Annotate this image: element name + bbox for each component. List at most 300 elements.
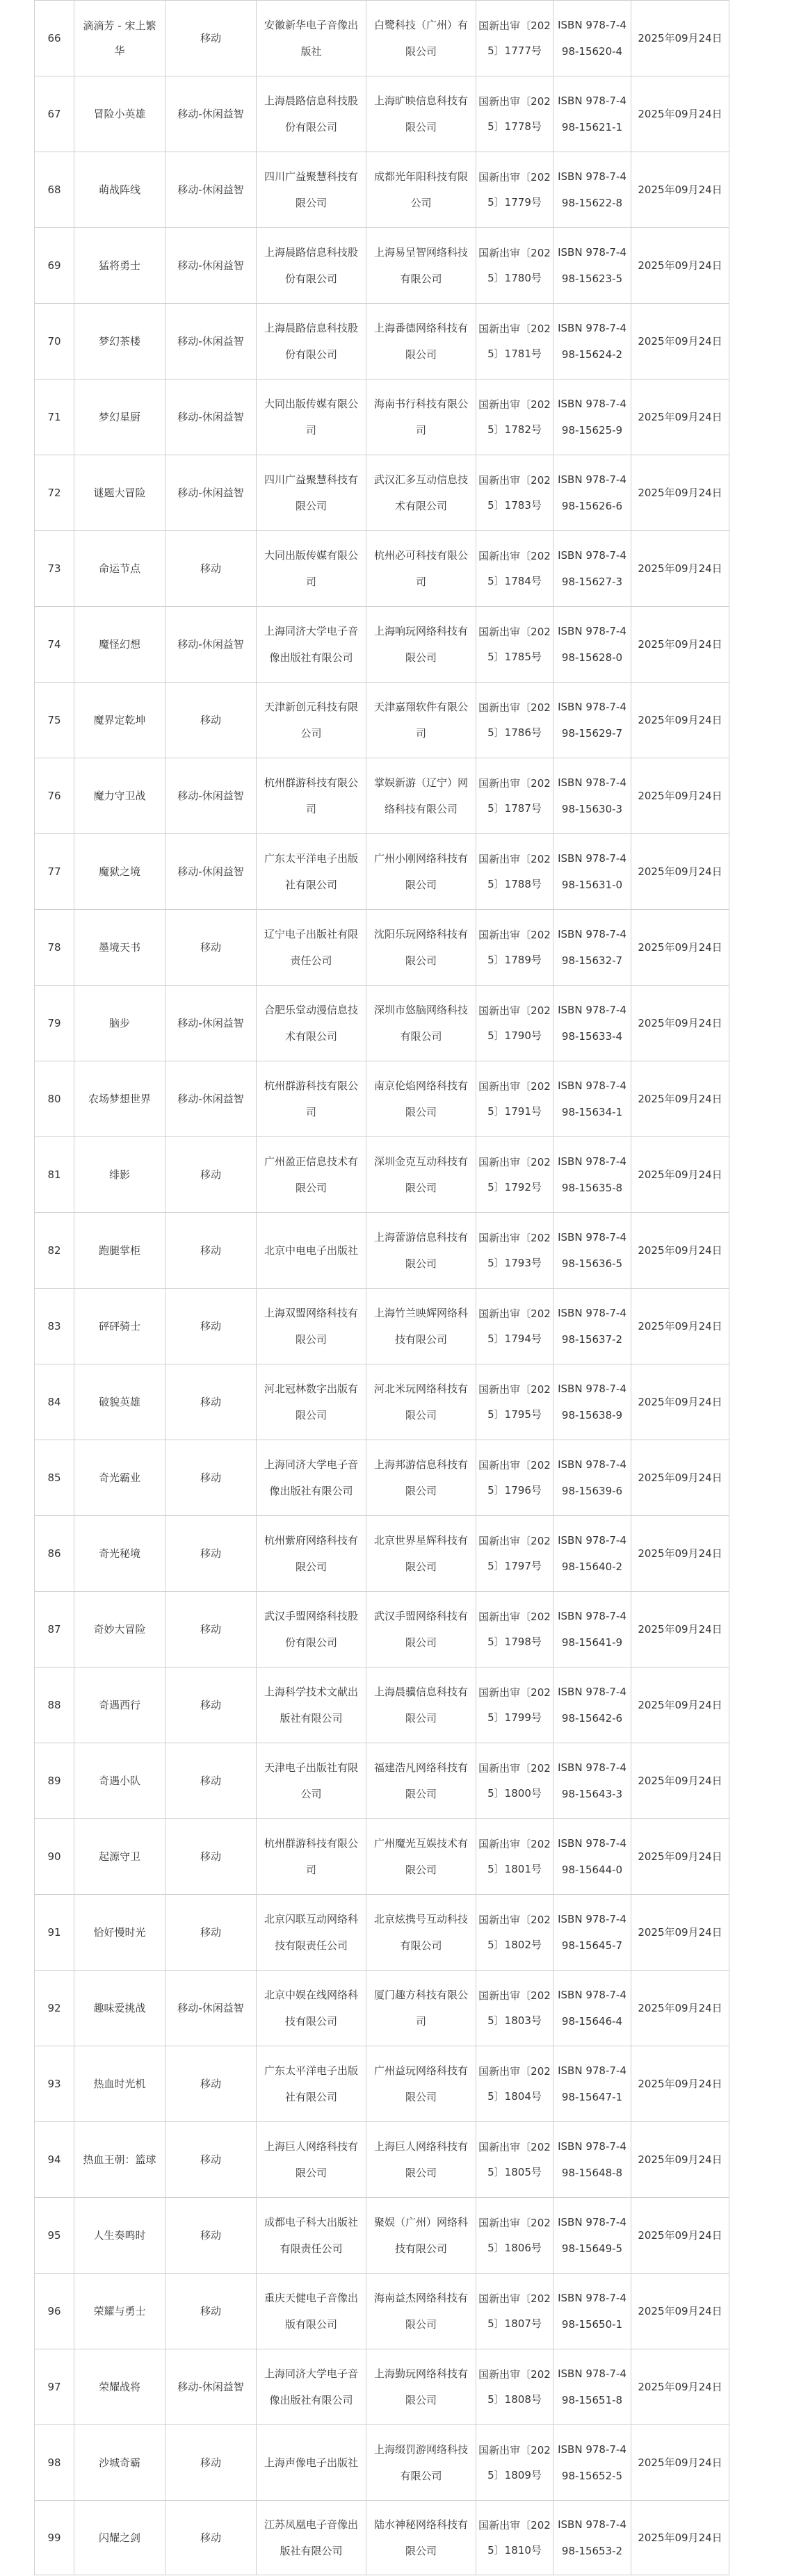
approval-date-cell: 2025年09月24日 xyxy=(631,1971,729,2046)
approval-date-cell: 2025年09月24日 xyxy=(631,2425,729,2501)
game-name-cell: 热血时光机 xyxy=(74,2046,165,2122)
isbn-number-cell: ISBN 978-7-498-15646-4 xyxy=(553,1971,631,2046)
game-name-cell: 冒险小英雄 xyxy=(74,76,165,152)
isbn-number-cell: ISBN 978-7-498-15621-1 xyxy=(553,76,631,152)
row-number-cell: 90 xyxy=(35,1819,74,1895)
game-category-cell: 移动-休闲益智 xyxy=(165,304,257,380)
table-row xyxy=(35,1440,729,1516)
operator-unit-cell: 掌娱新游（辽宁）网络科技有限公司 xyxy=(366,758,476,834)
operator-unit-cell: 白鹭科技（广州）有限公司 xyxy=(366,1,476,76)
publisher-unit-cell: 江苏凤凰电子音像出版社有限公司 xyxy=(257,2501,366,2575)
isbn-number-cell: ISBN 978-7-498-15627-3 xyxy=(553,531,631,607)
isbn-number-cell: ISBN 978-7-498-15628-0 xyxy=(553,607,631,683)
isbn-number-cell: ISBN 978-7-498-15632-7 xyxy=(553,910,631,986)
operator-unit-cell: 南京伦焰网络科技有限公司 xyxy=(366,1061,476,1137)
game-category-cell: 移动 xyxy=(165,2046,257,2122)
game-name-cell: 梦幻茶楼 xyxy=(74,304,165,380)
approval-number-cell: 国新出审〔2025〕1788号 xyxy=(476,834,553,910)
isbn-number-cell: ISBN 978-7-498-15624-2 xyxy=(553,304,631,380)
game-name-cell: 谜题大冒险 xyxy=(74,455,165,531)
operator-unit-cell: 武汉汇多互动信息技术有限公司 xyxy=(366,455,476,531)
game-category-cell: 移动-休闲益智 xyxy=(165,986,257,1061)
game-category-cell: 移动-休闲益智 xyxy=(165,228,257,304)
game-name-cell: 人生奏鸣时 xyxy=(74,2198,165,2274)
game-category-cell: 移动 xyxy=(165,1592,257,1668)
approval-number-cell: 国新出审〔2025〕1792号 xyxy=(476,1137,553,1213)
game-name-cell: 萌战阵线 xyxy=(74,152,165,228)
publisher-unit-cell: 广东太平洋电子出版社有限公司 xyxy=(257,834,366,910)
table-row xyxy=(35,2198,729,2274)
approval-date-cell: 2025年09月24日 xyxy=(631,986,729,1061)
publisher-unit-cell: 河北冠林数字出版有限公司 xyxy=(257,1364,366,1440)
publisher-unit-cell: 上海同济大学电子音像出版社有限公司 xyxy=(257,607,366,683)
isbn-number-cell: ISBN 978-7-498-15638-9 xyxy=(553,1364,631,1440)
approval-date-cell: 2025年09月24日 xyxy=(631,304,729,380)
table-row xyxy=(35,607,729,683)
approval-date-cell: 2025年09月24日 xyxy=(631,2349,729,2425)
publisher-unit-cell: 四川广益聚慧科技有限公司 xyxy=(257,455,366,531)
isbn-number-cell: ISBN 978-7-498-15620-4 xyxy=(553,1,631,76)
operator-unit-cell: 天津嘉翔软件有限公司 xyxy=(366,683,476,758)
publisher-unit-cell: 上海晨路信息科技股份有限公司 xyxy=(257,76,366,152)
table-row xyxy=(35,1289,729,1364)
row-number-cell: 76 xyxy=(35,758,74,834)
operator-unit-cell: 深圳市悠脑网络科技有限公司 xyxy=(366,986,476,1061)
row-number-cell: 99 xyxy=(35,2501,74,2575)
operator-unit-cell: 上海晨骥信息科技有限公司 xyxy=(366,1668,476,1743)
operator-unit-cell: 广州益玩网络科技有限公司 xyxy=(366,2046,476,2122)
approval-date-cell: 2025年09月24日 xyxy=(631,2046,729,2122)
row-number-cell: 80 xyxy=(35,1061,74,1137)
game-category-cell: 移动-休闲益智 xyxy=(165,607,257,683)
operator-unit-cell: 上海番德网络科技有限公司 xyxy=(366,304,476,380)
operator-unit-cell: 河北米玩网络科技有限公司 xyxy=(366,1364,476,1440)
game-name-cell: 滴滴芳 - 宋上繁华 xyxy=(74,1,165,76)
isbn-number-cell: ISBN 978-7-498-15637-2 xyxy=(553,1289,631,1364)
row-number-cell: 83 xyxy=(35,1289,74,1364)
row-number-cell: 86 xyxy=(35,1516,74,1592)
game-category-cell: 移动 xyxy=(165,1516,257,1592)
game-name-cell: 魔狱之境 xyxy=(74,834,165,910)
approval-number-cell: 国新出审〔2025〕1781号 xyxy=(476,304,553,380)
approval-date-cell: 2025年09月24日 xyxy=(631,1213,729,1289)
publisher-unit-cell: 辽宁电子出版社有限责任公司 xyxy=(257,910,366,986)
isbn-number-cell: ISBN 978-7-498-15639-6 xyxy=(553,1440,631,1516)
approval-number-cell: 国新出审〔2025〕1784号 xyxy=(476,531,553,607)
game-name-cell: 奇光秘境 xyxy=(74,1516,165,1592)
game-name-cell: 趣味爱挑战 xyxy=(74,1971,165,2046)
approval-date-cell: 2025年09月24日 xyxy=(631,2501,729,2575)
game-category-cell: 移动-休闲益智 xyxy=(165,76,257,152)
table-row xyxy=(35,1819,729,1895)
isbn-number-cell: ISBN 978-7-498-15652-5 xyxy=(553,2425,631,2501)
game-name-cell: 恰好慢时光 xyxy=(74,1895,165,1971)
game-name-cell: 命运节点 xyxy=(74,531,165,607)
approval-number-cell: 国新出审〔2025〕1801号 xyxy=(476,1819,553,1895)
game-name-cell: 奇妙大冒险 xyxy=(74,1592,165,1668)
row-number-cell: 66 xyxy=(35,1,74,76)
game-name-cell: 绯影 xyxy=(74,1137,165,1213)
game-name-cell: 脑步 xyxy=(74,986,165,1061)
row-number-cell: 88 xyxy=(35,1668,74,1743)
isbn-number-cell: ISBN 978-7-498-15642-6 xyxy=(553,1668,631,1743)
row-number-cell: 87 xyxy=(35,1592,74,1668)
isbn-number-cell: ISBN 978-7-498-15631-0 xyxy=(553,834,631,910)
approval-date-cell: 2025年09月24日 xyxy=(631,2122,729,2198)
approval-number-cell: 国新出审〔2025〕1783号 xyxy=(476,455,553,531)
operator-unit-cell: 武汉手盟网络科技有限公司 xyxy=(366,1592,476,1668)
operator-unit-cell: 杭州必可科技有限公司 xyxy=(366,531,476,607)
publisher-unit-cell: 合肥乐堂动漫信息技术有限公司 xyxy=(257,986,366,1061)
approval-number-cell: 国新出审〔2025〕1808号 xyxy=(476,2349,553,2425)
operator-unit-cell: 上海蕾游信息科技有限公司 xyxy=(366,1213,476,1289)
isbn-number-cell: ISBN 978-7-498-15626-6 xyxy=(553,455,631,531)
row-number-cell: 97 xyxy=(35,2349,74,2425)
isbn-number-cell: ISBN 978-7-498-15636-5 xyxy=(553,1213,631,1289)
isbn-number-cell: ISBN 978-7-498-15625-9 xyxy=(553,380,631,455)
isbn-number-cell: ISBN 978-7-498-15629-7 xyxy=(553,683,631,758)
operator-unit-cell: 上海竹兰映辉网络科技有限公司 xyxy=(366,1289,476,1364)
isbn-number-cell: ISBN 978-7-498-15649-5 xyxy=(553,2198,631,2274)
approval-number-cell: 国新出审〔2025〕1809号 xyxy=(476,2425,553,2501)
table-row xyxy=(35,455,729,531)
game-name-cell: 猛将勇士 xyxy=(74,228,165,304)
approval-number-cell: 国新出审〔2025〕1791号 xyxy=(476,1061,553,1137)
table-row xyxy=(35,1061,729,1137)
game-category-cell: 移动 xyxy=(165,2122,257,2198)
publisher-unit-cell: 上海晨路信息科技股份有限公司 xyxy=(257,304,366,380)
table-row xyxy=(35,2046,729,2122)
approval-date-cell: 2025年09月24日 xyxy=(631,1137,729,1213)
approval-date-cell: 2025年09月24日 xyxy=(631,2274,729,2349)
isbn-number-cell: ISBN 978-7-498-15647-1 xyxy=(553,2046,631,2122)
table-row xyxy=(35,531,729,607)
operator-unit-cell: 沈阳乐玩网络科技有限公司 xyxy=(366,910,476,986)
approval-date-cell: 2025年09月24日 xyxy=(631,1289,729,1364)
publisher-unit-cell: 上海科学技术文献出版社有限公司 xyxy=(257,1668,366,1743)
approval-number-cell: 国新出审〔2025〕1800号 xyxy=(476,1743,553,1819)
publisher-unit-cell: 上海双盟网络科技有限公司 xyxy=(257,1289,366,1364)
isbn-number-cell: ISBN 978-7-498-15630-3 xyxy=(553,758,631,834)
game-name-cell: 荣耀战将 xyxy=(74,2349,165,2425)
operator-unit-cell: 海南益杰网络科技有限公司 xyxy=(366,2274,476,2349)
game-category-cell: 移动 xyxy=(165,1289,257,1364)
table-row xyxy=(35,2501,729,2575)
isbn-number-cell: ISBN 978-7-498-15640-2 xyxy=(553,1516,631,1592)
approval-number-cell: 国新出审〔2025〕1805号 xyxy=(476,2122,553,2198)
game-category-cell: 移动 xyxy=(165,2425,257,2501)
game-category-cell: 移动 xyxy=(165,683,257,758)
approval-number-cell: 国新出审〔2025〕1804号 xyxy=(476,2046,553,2122)
approval-number-cell: 国新出审〔2025〕1790号 xyxy=(476,986,553,1061)
row-number-cell: 74 xyxy=(35,607,74,683)
publisher-unit-cell: 上海巨人网络科技有限公司 xyxy=(257,2122,366,2198)
game-category-cell: 移动 xyxy=(165,1819,257,1895)
game-category-cell: 移动 xyxy=(165,2501,257,2575)
publisher-unit-cell: 上海同济大学电子音像出版社有限公司 xyxy=(257,1440,366,1516)
operator-unit-cell: 陆水神秘网络科技有限公司 xyxy=(366,2501,476,2575)
table-row xyxy=(35,1895,729,1971)
approval-date-cell: 2025年09月24日 xyxy=(631,1895,729,1971)
table-row xyxy=(35,76,729,152)
game-category-cell: 移动-休闲益智 xyxy=(165,455,257,531)
table-row xyxy=(35,304,729,380)
row-number-cell: 72 xyxy=(35,455,74,531)
game-category-cell: 移动 xyxy=(165,1137,257,1213)
publisher-unit-cell: 天津新创元科技有限公司 xyxy=(257,683,366,758)
row-number-cell: 71 xyxy=(35,380,74,455)
row-number-cell: 73 xyxy=(35,531,74,607)
row-number-cell: 79 xyxy=(35,986,74,1061)
approval-date-cell: 2025年09月24日 xyxy=(631,1,729,76)
operator-unit-cell: 聚娱（广州）网络科技有限公司 xyxy=(366,2198,476,2274)
approval-number-cell: 国新出审〔2025〕1789号 xyxy=(476,910,553,986)
operator-unit-cell: 广州魔光互娱技术有限公司 xyxy=(366,1819,476,1895)
publisher-unit-cell: 大同出版传媒有限公司 xyxy=(257,531,366,607)
publisher-unit-cell: 安徽新华电子音像出版社 xyxy=(257,1,366,76)
operator-unit-cell: 深圳金克互动科技有限公司 xyxy=(366,1137,476,1213)
game-category-cell: 移动 xyxy=(165,1743,257,1819)
publisher-unit-cell: 武汉手盟网络科技股份有限公司 xyxy=(257,1592,366,1668)
table-row xyxy=(35,910,729,986)
isbn-number-cell: ISBN 978-7-498-15643-3 xyxy=(553,1743,631,1819)
approval-date-cell: 2025年09月24日 xyxy=(631,531,729,607)
game-name-cell: 魔怪幻想 xyxy=(74,607,165,683)
game-name-cell: 魔力守卫战 xyxy=(74,758,165,834)
approval-number-cell: 国新出审〔2025〕1779号 xyxy=(476,152,553,228)
game-name-cell: 魔界定乾坤 xyxy=(74,683,165,758)
game-category-cell: 移动 xyxy=(165,1668,257,1743)
approval-date-cell: 2025年09月24日 xyxy=(631,1668,729,1743)
row-number-cell: 68 xyxy=(35,152,74,228)
operator-unit-cell: 福建浩凡网络科技有限公司 xyxy=(366,1743,476,1819)
approval-number-cell: 国新出审〔2025〕1787号 xyxy=(476,758,553,834)
table-row xyxy=(35,1137,729,1213)
isbn-number-cell: ISBN 978-7-498-15645-7 xyxy=(553,1895,631,1971)
approval-number-cell: 国新出审〔2025〕1798号 xyxy=(476,1592,553,1668)
operator-unit-cell: 上海邦游信息科技有限公司 xyxy=(366,1440,476,1516)
approval-date-cell: 2025年09月24日 xyxy=(631,152,729,228)
game-category-cell: 移动-休闲益智 xyxy=(165,380,257,455)
operator-unit-cell: 北京世界星辉科技有限公司 xyxy=(366,1516,476,1592)
isbn-number-cell: ISBN 978-7-498-15641-9 xyxy=(553,1592,631,1668)
publisher-unit-cell: 上海声像电子出版社 xyxy=(257,2425,366,2501)
row-number-cell: 78 xyxy=(35,910,74,986)
approval-date-cell: 2025年09月24日 xyxy=(631,834,729,910)
approval-number-cell: 国新出审〔2025〕1782号 xyxy=(476,380,553,455)
table-row xyxy=(35,2425,729,2501)
row-number-cell: 84 xyxy=(35,1364,74,1440)
approval-date-cell: 2025年09月24日 xyxy=(631,1819,729,1895)
isbn-number-cell: ISBN 978-7-498-15651-8 xyxy=(553,2349,631,2425)
operator-unit-cell: 成都光年阳科技有限公司 xyxy=(366,152,476,228)
approval-date-cell: 2025年09月24日 xyxy=(631,1592,729,1668)
game-category-cell: 移动 xyxy=(165,531,257,607)
row-number-cell: 98 xyxy=(35,2425,74,2501)
game-category-cell: 移动-休闲益智 xyxy=(165,1061,257,1137)
approval-number-cell: 国新出审〔2025〕1799号 xyxy=(476,1668,553,1743)
game-name-cell: 破貌英雄 xyxy=(74,1364,165,1440)
row-number-cell: 69 xyxy=(35,228,74,304)
table-row xyxy=(35,1213,729,1289)
approval-number-cell: 国新出审〔2025〕1780号 xyxy=(476,228,553,304)
game-name-cell: 热血王朝：篮球 xyxy=(74,2122,165,2198)
approval-number-cell: 国新出审〔2025〕1778号 xyxy=(476,76,553,152)
approval-number-cell: 国新出审〔2025〕1794号 xyxy=(476,1289,553,1364)
approval-number-cell: 国新出审〔2025〕1785号 xyxy=(476,607,553,683)
operator-unit-cell: 厦门趣方科技有限公司 xyxy=(366,1971,476,2046)
approval-number-cell: 国新出审〔2025〕1807号 xyxy=(476,2274,553,2349)
game-name-cell: 跑腿掌柜 xyxy=(74,1213,165,1289)
table-row xyxy=(35,834,729,910)
approval-date-cell: 2025年09月24日 xyxy=(631,1440,729,1516)
isbn-number-cell: ISBN 978-7-498-15648-8 xyxy=(553,2122,631,2198)
publisher-unit-cell: 成都电子科大出版社有限责任公司 xyxy=(257,2198,366,2274)
row-number-cell: 93 xyxy=(35,2046,74,2122)
game-category-cell: 移动-休闲益智 xyxy=(165,152,257,228)
approval-number-cell: 国新出审〔2025〕1810号 xyxy=(476,2501,553,2575)
approval-number-cell: 国新出审〔2025〕1786号 xyxy=(476,683,553,758)
game-name-cell: 闪耀之剑 xyxy=(74,2501,165,2575)
table-row xyxy=(35,228,729,304)
approval-date-cell: 2025年09月24日 xyxy=(631,1743,729,1819)
game-category-cell: 移动 xyxy=(165,1364,257,1440)
game-name-cell: 梦幻星厨 xyxy=(74,380,165,455)
table-row xyxy=(35,2122,729,2198)
row-number-cell: 92 xyxy=(35,1971,74,2046)
game-name-cell: 农场梦想世界 xyxy=(74,1061,165,1137)
publisher-unit-cell: 四川广益聚慧科技有限公司 xyxy=(257,152,366,228)
row-number-cell: 82 xyxy=(35,1213,74,1289)
approval-date-cell: 2025年09月24日 xyxy=(631,1516,729,1592)
table-row xyxy=(35,1743,729,1819)
approval-date-cell: 2025年09月24日 xyxy=(631,910,729,986)
publisher-unit-cell: 北京中电电子出版社 xyxy=(257,1213,366,1289)
approval-date-cell: 2025年09月24日 xyxy=(631,1364,729,1440)
game-category-cell: 移动 xyxy=(165,1440,257,1516)
game-category-cell: 移动 xyxy=(165,1,257,76)
publisher-unit-cell: 广东太平洋电子出版社有限公司 xyxy=(257,2046,366,2122)
game-name-cell: 奇光霸业 xyxy=(74,1440,165,1516)
row-number-cell: 67 xyxy=(35,76,74,152)
publisher-unit-cell: 上海同济大学电子音像出版社有限公司 xyxy=(257,2349,366,2425)
publisher-unit-cell: 重庆天健电子音像出版有限公司 xyxy=(257,2274,366,2349)
publisher-unit-cell: 上海晨路信息科技股份有限公司 xyxy=(257,228,366,304)
approval-date-cell: 2025年09月24日 xyxy=(631,2198,729,2274)
approval-date-cell: 2025年09月24日 xyxy=(631,380,729,455)
game-name-cell: 沙城奇霸 xyxy=(74,2425,165,2501)
table-row xyxy=(35,1592,729,1668)
approval-date-cell: 2025年09月24日 xyxy=(631,76,729,152)
game-name-cell: 奇遇小队 xyxy=(74,1743,165,1819)
publisher-unit-cell: 北京中娱在线网络科技有限公司 xyxy=(257,1971,366,2046)
publisher-unit-cell: 杭州紫府网络科技有限公司 xyxy=(257,1516,366,1592)
game-category-cell: 移动 xyxy=(165,910,257,986)
row-number-cell: 95 xyxy=(35,2198,74,2274)
table-row xyxy=(35,758,729,834)
publisher-unit-cell: 杭州群游科技有限公司 xyxy=(257,1061,366,1137)
table-row xyxy=(35,986,729,1061)
operator-unit-cell: 上海响玩网络科技有限公司 xyxy=(366,607,476,683)
game-category-cell: 移动-休闲益智 xyxy=(165,758,257,834)
operator-unit-cell: 上海旷映信息科技有限公司 xyxy=(366,76,476,152)
publisher-unit-cell: 大同出版传媒有限公司 xyxy=(257,380,366,455)
operator-unit-cell: 上海巨人网络科技有限公司 xyxy=(366,2122,476,2198)
table-row xyxy=(35,1364,729,1440)
publisher-unit-cell: 天津电子出版社有限公司 xyxy=(257,1743,366,1819)
game-name-cell: 荣耀与勇士 xyxy=(74,2274,165,2349)
approval-number-cell: 国新出审〔2025〕1802号 xyxy=(476,1895,553,1971)
row-number-cell: 77 xyxy=(35,834,74,910)
approval-number-cell: 国新出审〔2025〕1796号 xyxy=(476,1440,553,1516)
approval-number-cell: 国新出审〔2025〕1803号 xyxy=(476,1971,553,2046)
game-category-cell: 移动 xyxy=(165,2274,257,2349)
table-row xyxy=(35,1668,729,1743)
approval-date-cell: 2025年09月24日 xyxy=(631,607,729,683)
approval-number-cell: 国新出审〔2025〕1806号 xyxy=(476,2198,553,2274)
table-row xyxy=(35,683,729,758)
game-category-cell: 移动 xyxy=(165,1895,257,1971)
isbn-number-cell: ISBN 978-7-498-15635-8 xyxy=(553,1137,631,1213)
operator-unit-cell: 海南书行科技有限公司 xyxy=(366,380,476,455)
row-number-cell: 94 xyxy=(35,2122,74,2198)
row-number-cell: 89 xyxy=(35,1743,74,1819)
isbn-number-cell: ISBN 978-7-498-15633-4 xyxy=(553,986,631,1061)
approval-number-cell: 国新出审〔2025〕1793号 xyxy=(476,1213,553,1289)
row-number-cell: 91 xyxy=(35,1895,74,1971)
table-body xyxy=(35,1,729,2575)
row-number-cell: 81 xyxy=(35,1137,74,1213)
isbn-number-cell: ISBN 978-7-498-15644-0 xyxy=(553,1819,631,1895)
isbn-number-cell: ISBN 978-7-498-15650-1 xyxy=(553,2274,631,2349)
publisher-unit-cell: 北京闪联互动网络科技有限责任公司 xyxy=(257,1895,366,1971)
approval-number-cell: 国新出审〔2025〕1777号 xyxy=(476,1,553,76)
approval-date-cell: 2025年09月24日 xyxy=(631,455,729,531)
game-category-cell: 移动-休闲益智 xyxy=(165,1971,257,2046)
game-category-cell: 移动-休闲益智 xyxy=(165,834,257,910)
operator-unit-cell: 北京炫携号互动科技有限公司 xyxy=(366,1895,476,1971)
isbn-number-cell: ISBN 978-7-498-15653-2 xyxy=(553,2501,631,2575)
table-row xyxy=(35,1971,729,2046)
operator-unit-cell: 上海缀罚游网络科技有限公司 xyxy=(366,2425,476,2501)
approval-date-cell: 2025年09月24日 xyxy=(631,683,729,758)
row-number-cell: 96 xyxy=(35,2274,74,2349)
operator-unit-cell: 上海易呈智网络科技有限公司 xyxy=(366,228,476,304)
game-approval-table xyxy=(34,0,729,2575)
publisher-unit-cell: 杭州群游科技有限公司 xyxy=(257,1819,366,1895)
approval-number-cell: 国新出审〔2025〕1795号 xyxy=(476,1364,553,1440)
table-row xyxy=(35,1516,729,1592)
isbn-number-cell: ISBN 978-7-498-15623-5 xyxy=(553,228,631,304)
game-category-cell: 移动-休闲益智 xyxy=(165,2349,257,2425)
table-row xyxy=(35,380,729,455)
approval-number-cell: 国新出审〔2025〕1797号 xyxy=(476,1516,553,1592)
approval-date-cell: 2025年09月24日 xyxy=(631,1061,729,1137)
table-row xyxy=(35,2274,729,2349)
game-name-cell: 起源守卫 xyxy=(74,1819,165,1895)
isbn-number-cell: ISBN 978-7-498-15634-1 xyxy=(553,1061,631,1137)
approval-date-cell: 2025年09月24日 xyxy=(631,228,729,304)
operator-unit-cell: 上海勤玩网络科技有限公司 xyxy=(366,2349,476,2425)
isbn-number-cell: ISBN 978-7-498-15622-8 xyxy=(553,152,631,228)
table-row xyxy=(35,2349,729,2425)
row-number-cell: 75 xyxy=(35,683,74,758)
operator-unit-cell: 广州小刚网络科技有限公司 xyxy=(366,834,476,910)
publisher-unit-cell: 广州盈正信息技术有限公司 xyxy=(257,1137,366,1213)
row-number-cell: 70 xyxy=(35,304,74,380)
game-name-cell: 砰砰骑士 xyxy=(74,1289,165,1364)
row-number-cell: 85 xyxy=(35,1440,74,1516)
